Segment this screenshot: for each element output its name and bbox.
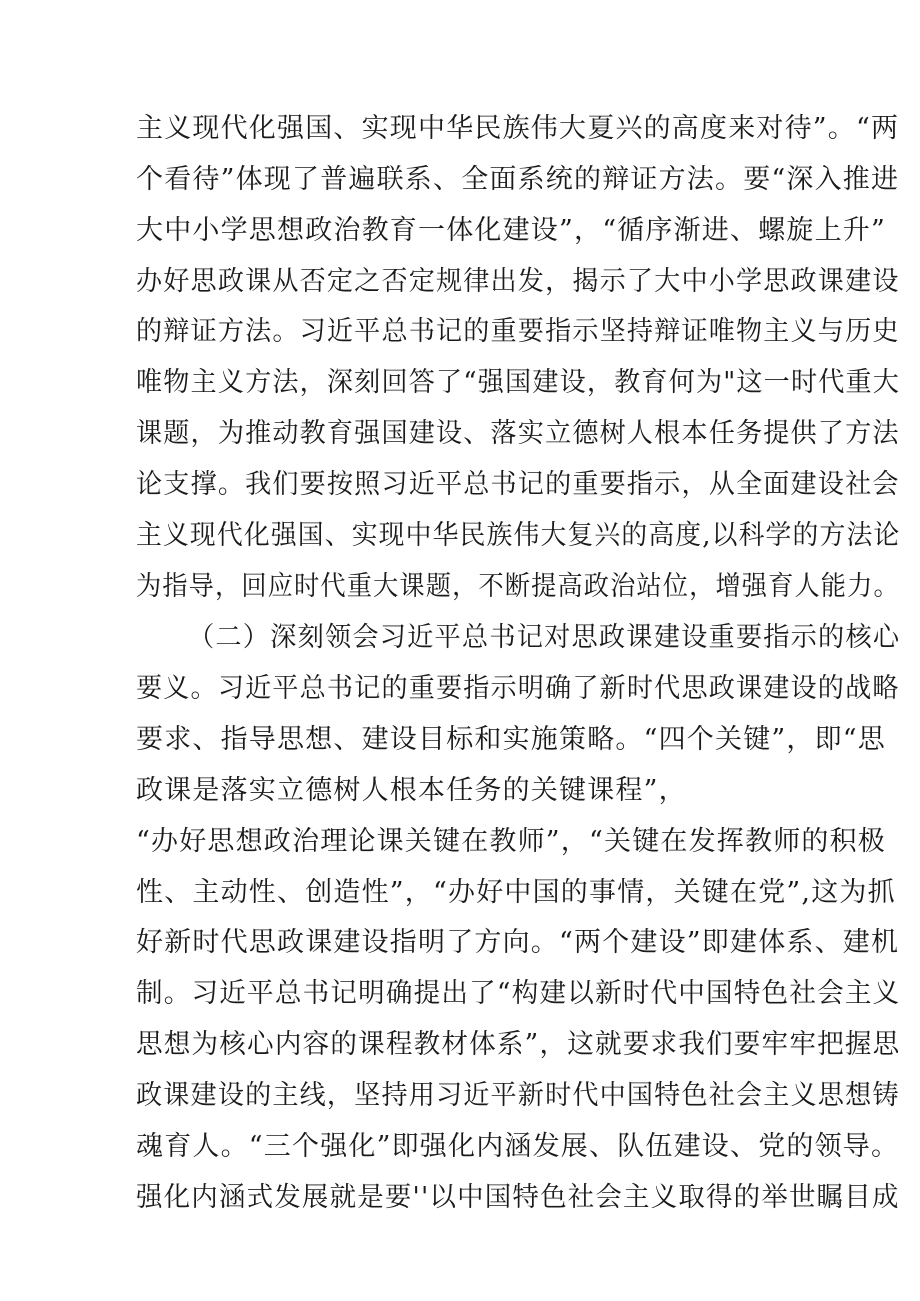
text-line: 政课是落实立德树人根本任务的关键课程”， [136,775,687,806]
text-line: 强化内涵式发展就是要''以中国特色社会主义取得的举世瞩目成 [136,1182,900,1213]
text-line: 思想为核心内容的课程教材体系”，这就要求我们要牢牢把握思 [136,1029,901,1060]
text-line: 魂育人。“三个强化”即强化内涵发展、队伍建设、党的领导。 [136,1131,900,1162]
text-line: 为指导，回应时代重大课题，不断提高政治站位，增强育人能力。 [136,571,900,602]
text-line: 的辩证方法。习近平总书记的重要指示坚持辩证唯物主义与历史 [136,316,900,347]
text-line: 制。习近平总书记明确提出了“构建以新时代中国特色社会主义 [136,978,901,1009]
paragraph-heading-line: （二）深刻领会习近平总书记对思政课建设重要指示的核心 [188,622,901,653]
text-line: 课题，为推动教育强国建设、落实立德树人根本任务提供了方法 [136,418,900,449]
text-line: 性、主动性、创造性”，“办好中国的事情，关键在党”,这为抓 [136,877,896,908]
text-line: 大中小学思想政治教育一体化建设”，“循序渐进、螺旋上升” [136,215,887,246]
text-line: 好新时代思政课建设指明了方向。“两个建设”即建体系、建机 [136,927,900,958]
text-line: 主义现代化强国、实现中华民族伟大夏兴的高度来对待”。“两 [136,113,900,144]
text-line: 唯物主义方法，深刻回答了“强国建设，教育何为"这一时代重大 [136,367,901,398]
text-line: “办好思想政治理论课关键在教师”，“关键在发挥教师的积极 [136,826,887,857]
text-line: 办好思政课从否定之否定规律出发，揭示了大中小学思政课建设 [136,266,900,297]
text-line: 要求、指导思想、建设目标和实施策略。“四个关键”，即“思 [136,724,887,755]
text-line: 要义。习近平总书记的重要指示明确了新时代思政课建设的战略 [136,673,900,704]
text-line: 个看待”体现了普遍联系、全面系统的辩证方法。要“深入推进 [136,164,900,195]
text-line: 论支撑。我们要按照习近平总书记的重要指示，从全面建设社会 [136,469,900,500]
text-line: 主义现代化强国、实现中华民族伟大复兴的高度,以科学的方法论 [136,520,901,551]
text-line: 政课建设的主线，坚持用习近平新时代中国特色社会主义思想铸 [136,1080,900,1111]
